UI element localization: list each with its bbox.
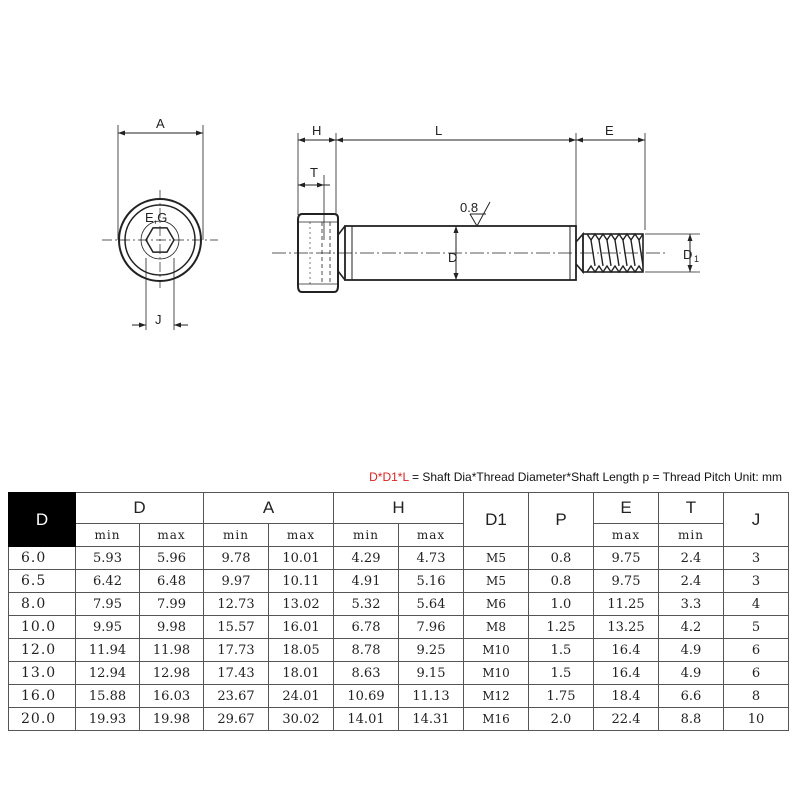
legend-text: = Shaft Dia*Thread Diameter*Shaft Length p = Thread Pitch Unit: mm: [408, 470, 782, 484]
table-cell: 9.78: [204, 547, 269, 570]
table-cell: 6.42: [76, 570, 140, 593]
label-h: H: [312, 123, 322, 138]
table-cell: 9.15: [399, 662, 464, 685]
table-cell: 6: [724, 639, 789, 662]
table-cell: 3: [724, 570, 789, 593]
table-cell: 11.94: [76, 639, 140, 662]
table-cell: 14.01: [334, 708, 399, 731]
table-cell: 1.5: [529, 662, 594, 685]
sub-a-min: min: [204, 524, 269, 547]
spec-table: [8, 492, 789, 731]
table-cell: 11.25: [594, 593, 659, 616]
header-d: D: [76, 493, 204, 524]
label-d1-subscript: 1: [694, 254, 700, 264]
table-row: [9, 662, 789, 685]
table-cell: 4.2: [659, 616, 724, 639]
table-cell: 0.8: [529, 570, 594, 593]
table-cell: 2.4: [659, 547, 724, 570]
table-cell: 12.98: [140, 662, 204, 685]
table-cell: 2.0: [529, 708, 594, 731]
table-row: [9, 685, 789, 708]
table-cell: 17.73: [204, 639, 269, 662]
table-cell: 10.01: [269, 547, 334, 570]
table-cell: 18.05: [269, 639, 334, 662]
table-cell: 2.4: [659, 570, 724, 593]
table-cell-size: 10.0: [9, 616, 76, 639]
table-cell: 15.88: [76, 685, 140, 708]
label-l: L: [435, 123, 443, 138]
header-d-main: D: [9, 493, 76, 547]
sub-h-min: min: [334, 524, 399, 547]
table-cell: 0.8: [529, 547, 594, 570]
sub-e-max: max: [594, 524, 659, 547]
table-cell: 5: [724, 616, 789, 639]
table-cell: 17.43: [204, 662, 269, 685]
table-cell: 8.78: [334, 639, 399, 662]
table-cell: 18.01: [269, 662, 334, 685]
table-cell: M5: [464, 570, 529, 593]
table-cell: 5.96: [140, 547, 204, 570]
table-cell: 4.29: [334, 547, 399, 570]
table-cell: 6.78: [334, 616, 399, 639]
table-cell: M6: [464, 593, 529, 616]
table-cell: 13.02: [269, 593, 334, 616]
table-cell: 9.98: [140, 616, 204, 639]
table-cell: M8: [464, 616, 529, 639]
table-cell: 8.63: [334, 662, 399, 685]
label-roughness: 0.8: [460, 200, 479, 215]
table-cell: 13.25: [594, 616, 659, 639]
table-cell: 22.4: [594, 708, 659, 731]
table-cell: 10.69: [334, 685, 399, 708]
table-cell: 16.01: [269, 616, 334, 639]
table-cell: 18.4: [594, 685, 659, 708]
label-t: T: [310, 165, 318, 180]
table-cell: 4.9: [659, 662, 724, 685]
table-row: [9, 639, 789, 662]
table-row: [9, 616, 789, 639]
table-cell: 16.03: [140, 685, 204, 708]
header-j: J: [724, 493, 789, 547]
sub-h-max: max: [399, 524, 464, 547]
table-cell: 11.98: [140, 639, 204, 662]
sub-t-min: min: [659, 524, 724, 547]
table-cell: 6.48: [140, 570, 204, 593]
table-cell: 9.25: [399, 639, 464, 662]
table-cell: 7.99: [140, 593, 204, 616]
header-t: T: [659, 493, 724, 524]
header-e: E: [594, 493, 659, 524]
table-cell: 5.93: [76, 547, 140, 570]
table-cell: 6.6: [659, 685, 724, 708]
sub-a-max: max: [269, 524, 334, 547]
label-d: D: [448, 250, 458, 265]
table-cell: 30.02: [269, 708, 334, 731]
table-cell: 23.67: [204, 685, 269, 708]
table-cell: 1.75: [529, 685, 594, 708]
table-cell: 29.67: [204, 708, 269, 731]
table-cell: 5.32: [334, 593, 399, 616]
table-cell: M10: [464, 662, 529, 685]
legend-formula: D*D1*L: [369, 470, 409, 484]
table-row: [9, 708, 789, 731]
table-cell: 11.13: [399, 685, 464, 708]
table-cell: 16.4: [594, 639, 659, 662]
table-row: [9, 570, 789, 593]
header-p: P: [529, 493, 594, 547]
sub-d-max: max: [140, 524, 204, 547]
table-cell: 1.0: [529, 593, 594, 616]
table-cell: 3: [724, 547, 789, 570]
table-cell: 19.98: [140, 708, 204, 731]
table-cell: 4.9: [659, 639, 724, 662]
table-cell: M12: [464, 685, 529, 708]
label-j: J: [155, 312, 162, 327]
label-d1: [683, 247, 692, 262]
table-cell: 3.3: [659, 593, 724, 616]
table-cell-size: 12.0: [9, 639, 76, 662]
unit-legend: [0, 470, 782, 484]
table-cell: 4.73: [399, 547, 464, 570]
table-cell: 1.25: [529, 616, 594, 639]
table-cell: 4: [724, 593, 789, 616]
table-row: [9, 547, 789, 570]
table-cell: 8.8: [659, 708, 724, 731]
table-cell: 5.16: [399, 570, 464, 593]
table-cell: 7.96: [399, 616, 464, 639]
table-cell: 24.01: [269, 685, 334, 708]
table-cell-size: 6.0: [9, 547, 76, 570]
table-cell: 9.95: [76, 616, 140, 639]
table-cell: M16: [464, 708, 529, 731]
label-eg: E,G: [145, 210, 168, 225]
header-h: H: [334, 493, 464, 524]
table-row: [9, 593, 789, 616]
table-cell: 10.11: [269, 570, 334, 593]
table-cell: 5.64: [399, 593, 464, 616]
header-d1: D1: [464, 493, 529, 547]
table-cell-size: 6.5: [9, 570, 76, 593]
table-cell: 19.93: [76, 708, 140, 731]
table-cell: 9.75: [594, 570, 659, 593]
table-cell: 15.57: [204, 616, 269, 639]
table-cell: 6: [724, 662, 789, 685]
table-cell: 10: [724, 708, 789, 731]
sub-d-min: min: [76, 524, 140, 547]
table-cell: 1.5: [529, 639, 594, 662]
table-cell: 9.75: [594, 547, 659, 570]
table-cell: M10: [464, 639, 529, 662]
label-e: E: [605, 123, 614, 138]
table-cell: 8: [724, 685, 789, 708]
table-cell: 9.97: [204, 570, 269, 593]
table-cell: M5: [464, 547, 529, 570]
table-cell-size: 20.0: [9, 708, 76, 731]
table-cell: 12.94: [76, 662, 140, 685]
table-cell: 7.95: [76, 593, 140, 616]
table-cell: 16.4: [594, 662, 659, 685]
table-cell-size: 8.0: [9, 593, 76, 616]
table-cell-size: 13.0: [9, 662, 76, 685]
label-a: A: [156, 116, 165, 131]
header-a: A: [204, 493, 334, 524]
table-cell: 4.91: [334, 570, 399, 593]
table-cell-size: 16.0: [9, 685, 76, 708]
table-cell: 14.31: [399, 708, 464, 731]
table-cell: 12.73: [204, 593, 269, 616]
label-d1-letter: D: [683, 247, 693, 262]
